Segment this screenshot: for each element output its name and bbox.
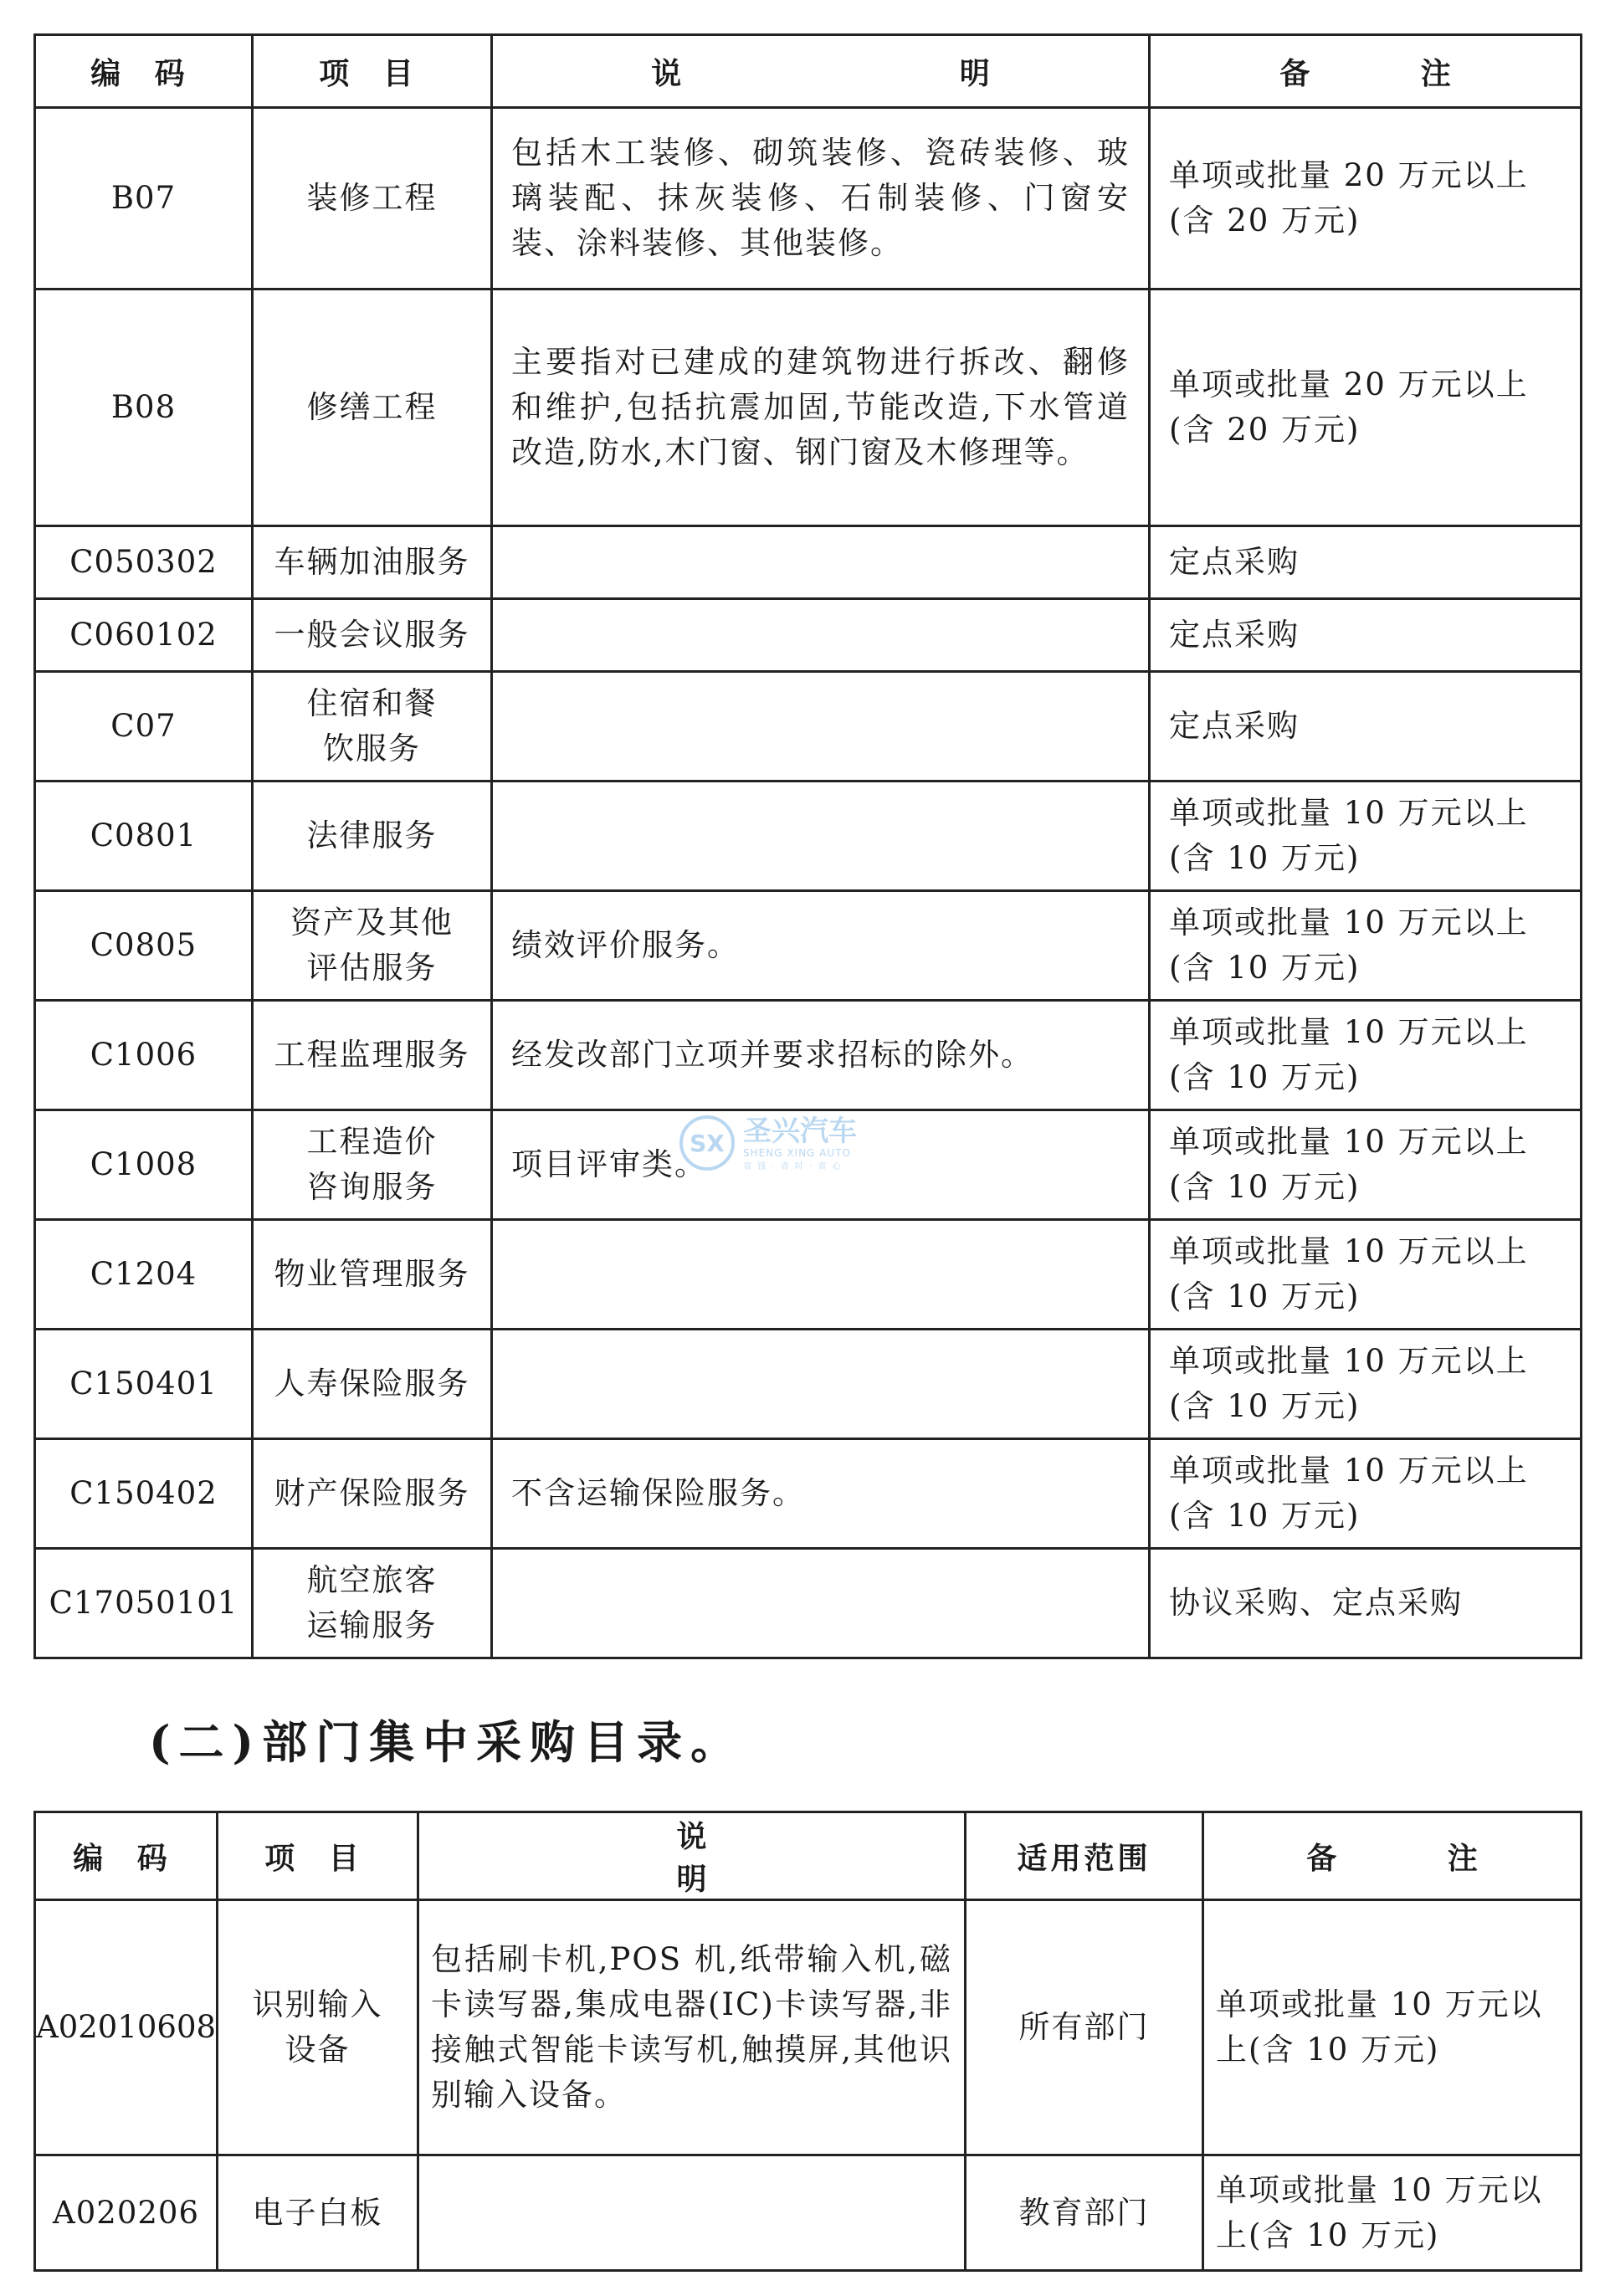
cell-description [492,599,1150,672]
cell-note: 单项或批量 10 万元以上(含 10 万元) [1150,1330,1582,1439]
cell-scope: 教育部门 [966,2155,1203,2271]
cell-code: C0805 [35,891,253,1001]
header-note: 备 注 [1203,1812,1582,1900]
cell-description [492,1330,1150,1439]
table-row [35,1900,1582,2155]
table-row [35,2155,1582,2271]
watermark-name-en: SHENG XING AUTO [743,1146,851,1159]
table-row [35,1549,1582,1658]
header-item: 项 目 [218,1812,418,1900]
table-row [35,599,1582,672]
header-description: 说 明 [418,1812,966,1900]
cell-note: 单项或批量 10 万元以上(含 10 万元) [1150,891,1582,1001]
cell-code: C17050101 [35,1549,253,1658]
cell-item: 装修工程 [253,108,492,290]
cell-code: C1006 [35,1001,253,1110]
cell-code: C1008 [35,1110,253,1220]
cell-item: 修缮工程 [253,290,492,526]
table-row [35,782,1582,891]
header-scope: 适用范围 [966,1812,1203,1900]
centralized-procurement-table [33,33,1582,1659]
cell-description: 包括刷卡机,POS 机,纸带输入机,磁卡读写器,集成电器(IC)卡读写器,非接触式智能卡读写机,触摸屏,其他识别输入设备。 [418,1900,966,2155]
cell-description [492,526,1150,599]
table-row [35,290,1582,526]
cell-code: B07 [35,108,253,290]
cell-code: C150402 [35,1439,253,1549]
cell-note: 定点采购 [1150,672,1582,782]
cell-item: 工程监理服务 [253,1001,492,1110]
watermark-badge-icon: SX [679,1115,735,1171]
header-code: 编 码 [35,1812,218,1900]
cell-description [418,2155,966,2271]
cell-item: 航空旅客运输服务 [253,1549,492,1658]
cell-note: 单项或批量 10 万元以上(含 10 万元) [1150,1439,1582,1549]
cell-code: C0801 [35,782,253,891]
cell-description [492,1549,1150,1658]
cell-code: A020206 [35,2155,218,2271]
cell-note: 单项或批量 10 万元以上(含 10 万元) [1150,1110,1582,1220]
cell-code: C050302 [35,526,253,599]
cell-item: 财产保险服务 [253,1439,492,1549]
cell-description [492,672,1150,782]
cell-note: 协议采购、定点采购 [1150,1549,1582,1658]
cell-item: 住宿和餐饮服务 [253,672,492,782]
cell-item: 人寿保险服务 [253,1330,492,1439]
watermark-name: 圣兴汽车 [743,1114,857,1148]
table-header-row [35,35,1582,108]
cell-note: 定点采购 [1150,599,1582,672]
cell-item: 识别输入设备 [218,1900,418,2155]
header-item: 项 目 [253,35,492,108]
header-note: 备 注 [1150,35,1582,108]
header-description: 说 明 [492,35,1150,108]
cell-code: C07 [35,672,253,782]
cell-note: 单项或批量 10 万元以上(含 10 万元) [1150,1001,1582,1110]
cell-description: 经发改部门立项并要求招标的除外。 [492,1001,1150,1110]
watermark-logo [679,1113,939,1173]
cell-item: 工程造价咨询服务 [253,1110,492,1220]
table-row [35,1330,1582,1439]
cell-code: A02010608 [35,1900,218,2155]
cell-description: 主要指对已建成的建筑物进行拆改、翻修和维护,包括抗震加固,节能改造,下水管道改造,防水,木门窗、钢门窗及木修理等。 [492,290,1150,526]
cell-note: 单项或批量 10 万元以上(含 10 万元) [1203,2155,1582,2271]
cell-description: 包括木工装修、砌筑装修、瓷砖装修、玻璃装配、抹灰装修、石制装修、门窗安装、涂料装修、其他装修。 [492,108,1150,290]
cell-item: 电子白板 [218,2155,418,2271]
table-row [35,1220,1582,1330]
cell-description: 项目评审类。 [492,1110,1150,1220]
cell-description [492,1220,1150,1330]
cell-code: C150401 [35,1330,253,1439]
cell-scope: 所有部门 [966,1900,1203,2155]
cell-note: 单项或批量 10 万元以上(含 10 万元) [1203,1900,1582,2155]
table-row [35,891,1582,1001]
table-row [35,672,1582,782]
cell-code: C060102 [35,599,253,672]
cell-item: 法律服务 [253,782,492,891]
table-row [35,108,1582,290]
watermark-tagline: 省 钱 · 省 时 · 省 心 [743,1161,843,1171]
cell-item: 物业管理服务 [253,1220,492,1330]
section-heading: (二)部门集中采购目录。 [149,1715,745,1769]
table-row [35,1439,1582,1549]
table-header-row [35,1812,1582,1900]
cell-item: 一般会议服务 [253,599,492,672]
cell-note: 单项或批量 20 万元以上(含 20 万元) [1150,290,1582,526]
cell-note: 单项或批量 10 万元以上(含 10 万元) [1150,1220,1582,1330]
table-row [35,1001,1582,1110]
cell-item: 资产及其他评估服务 [253,891,492,1001]
table-row [35,526,1582,599]
cell-code: C1204 [35,1220,253,1330]
cell-item: 车辆加油服务 [253,526,492,599]
cell-code: B08 [35,290,253,526]
cell-description [492,782,1150,891]
cell-description: 绩效评价服务。 [492,891,1150,1001]
header-code: 编 码 [35,35,253,108]
cell-note: 定点采购 [1150,526,1582,599]
cell-description: 不含运输保险服务。 [492,1439,1150,1549]
cell-note: 单项或批量 10 万元以上(含 10 万元) [1150,782,1582,891]
department-procurement-table [33,1811,1582,2272]
cell-note: 单项或批量 20 万元以上(含 20 万元) [1150,108,1582,290]
